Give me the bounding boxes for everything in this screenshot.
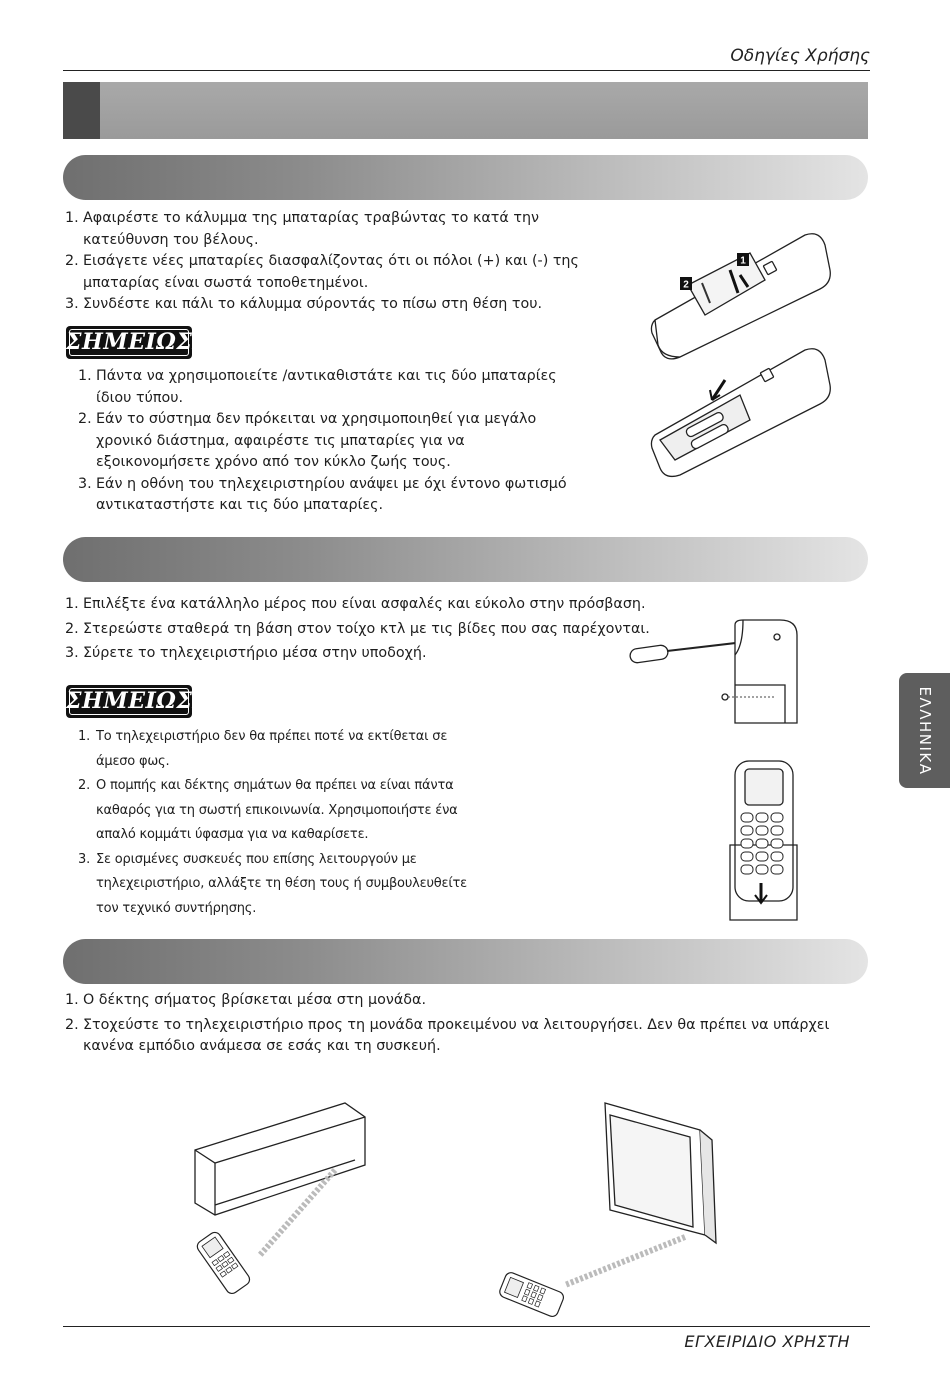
list-item: 1. Το τηλεχειριστήριο δεν θα πρέπει ποτέ να εκτίθεται σε άμεσο φως. xyxy=(78,729,448,769)
section-bar-holder xyxy=(63,537,868,582)
holder-notes xyxy=(78,725,478,921)
list-item: 3. Σύρετε το τηλεχειριστήριο μέσα στην υποδοχή. xyxy=(65,645,427,661)
section-bar-battery xyxy=(63,155,868,200)
header-rule xyxy=(63,70,870,71)
list-item: 2. Εισάγετε νέες μπαταρίες διασφαλίζοντας ότι οι πόλοι (+) και (-) της μπαταρίας είναι σωστά τοποθετημένοι. xyxy=(65,253,579,291)
svg-text:1: 1 xyxy=(740,255,746,267)
footer-title: ΕΓΧΕΙΡΙΔΙΟ ΧΡΗΣΤΗ xyxy=(684,1332,850,1351)
list-item: 2. Στερεώστε σταθερά τη βάση στον τοίχο κτλ με τις βίδες που σας παρέχονται. xyxy=(65,620,650,637)
list-item: 1. Πάντα να χρησιμοποιείτε /αντικαθιστάτε και τις δύο μπαταρίες ίδιου τύπου. xyxy=(78,368,557,406)
list-item: 1. Αφαιρέστε το κάλυμμα της μπαταρίας τραβώντας το κατά την κατεύθυνση του βέλους. xyxy=(65,210,540,248)
battery-steps xyxy=(65,208,585,316)
list-item: 1. Επιλέξτε ένα κατάλληλο μέρος που είναι ασφαλές και εύκολο στην πρόσβαση. xyxy=(65,596,646,612)
chapter-marker xyxy=(63,82,100,139)
footer-rule xyxy=(63,1326,870,1327)
list-item: 2. Στοχεύστε το τηλεχειριστήριο προς τη μονάδα προκειμένου να λειτουργήσει. Δεν θα πρέπει να υπάρχει κανένα εμπόδιο ανάμεσα σε εσάς και τη συσκευή. xyxy=(65,1016,830,1054)
holder-mounting-illustration xyxy=(625,615,810,735)
chapter-title-band xyxy=(63,82,868,139)
list-item: 3. Σε ορισμένες συσκευές που επίσης λειτουργούν με τηλεχειριστήριο, αλλάξτε τη θέση τους ή συμβουλευθείτε τον τεχνικό συντήρησης. xyxy=(78,851,468,916)
list-item: 2. Ο πομπής και δέκτης σημάτων θα πρέπει να είναι πάντα καθαρός για τη σωστή επικοινωνία. Χρησιμοποιήστε ένα απαλό κομμάτι ύφασμα για να καθαρίσετε. xyxy=(78,778,458,842)
remote-battery-insert-illustration xyxy=(640,340,840,490)
callout-2-icon xyxy=(680,277,692,291)
list-item: 1. Ο δέκτης σήματος βρίσκεται μέσα στη μονάδα. xyxy=(65,992,426,1008)
cassette-unit-remote-illustration xyxy=(490,1095,725,1325)
note-badge-battery: ΣΗΜΕΙΩΣΗ xyxy=(66,326,192,359)
method-steps xyxy=(65,990,865,1061)
section-bar-method xyxy=(63,939,868,984)
list-item: 3. Εάν η οθόνη του τηλεχειριστηρίου ανάψει με όχι έντονο φωτισμό αντικαταστήστε και τις δύο μπαταρίες. xyxy=(78,475,567,513)
callout-1-icon xyxy=(737,253,749,267)
list-item: 2. Εάν το σύστημα δεν πρόκειται να χρησιμοποιηθεί για μεγάλο χρονικό διάστημα, αφαιρέστε τις μπαταρίες για να εξοικονομήσετε χρόνο από τον κύκλο ζωής τους. xyxy=(78,411,537,470)
language-tab-label: ΕΛΛΗΝΙΚΑ xyxy=(915,685,934,776)
battery-notes xyxy=(78,366,583,517)
holder-steps xyxy=(65,594,685,668)
page-header-title: Οδηγίες Χρήσης xyxy=(730,46,870,66)
remote-in-holder-illustration xyxy=(725,755,805,925)
note-badge-holder: ΣΗΜΕΙΩΣΗ xyxy=(66,685,192,718)
list-item: 3. Συνδέστε και πάλι το κάλυμμα σύροντάς το πίσω στη θέση του. xyxy=(65,296,543,312)
wall-unit-remote-illustration xyxy=(185,1095,385,1305)
language-side-tab xyxy=(899,673,950,788)
svg-text:2: 2 xyxy=(683,279,689,291)
